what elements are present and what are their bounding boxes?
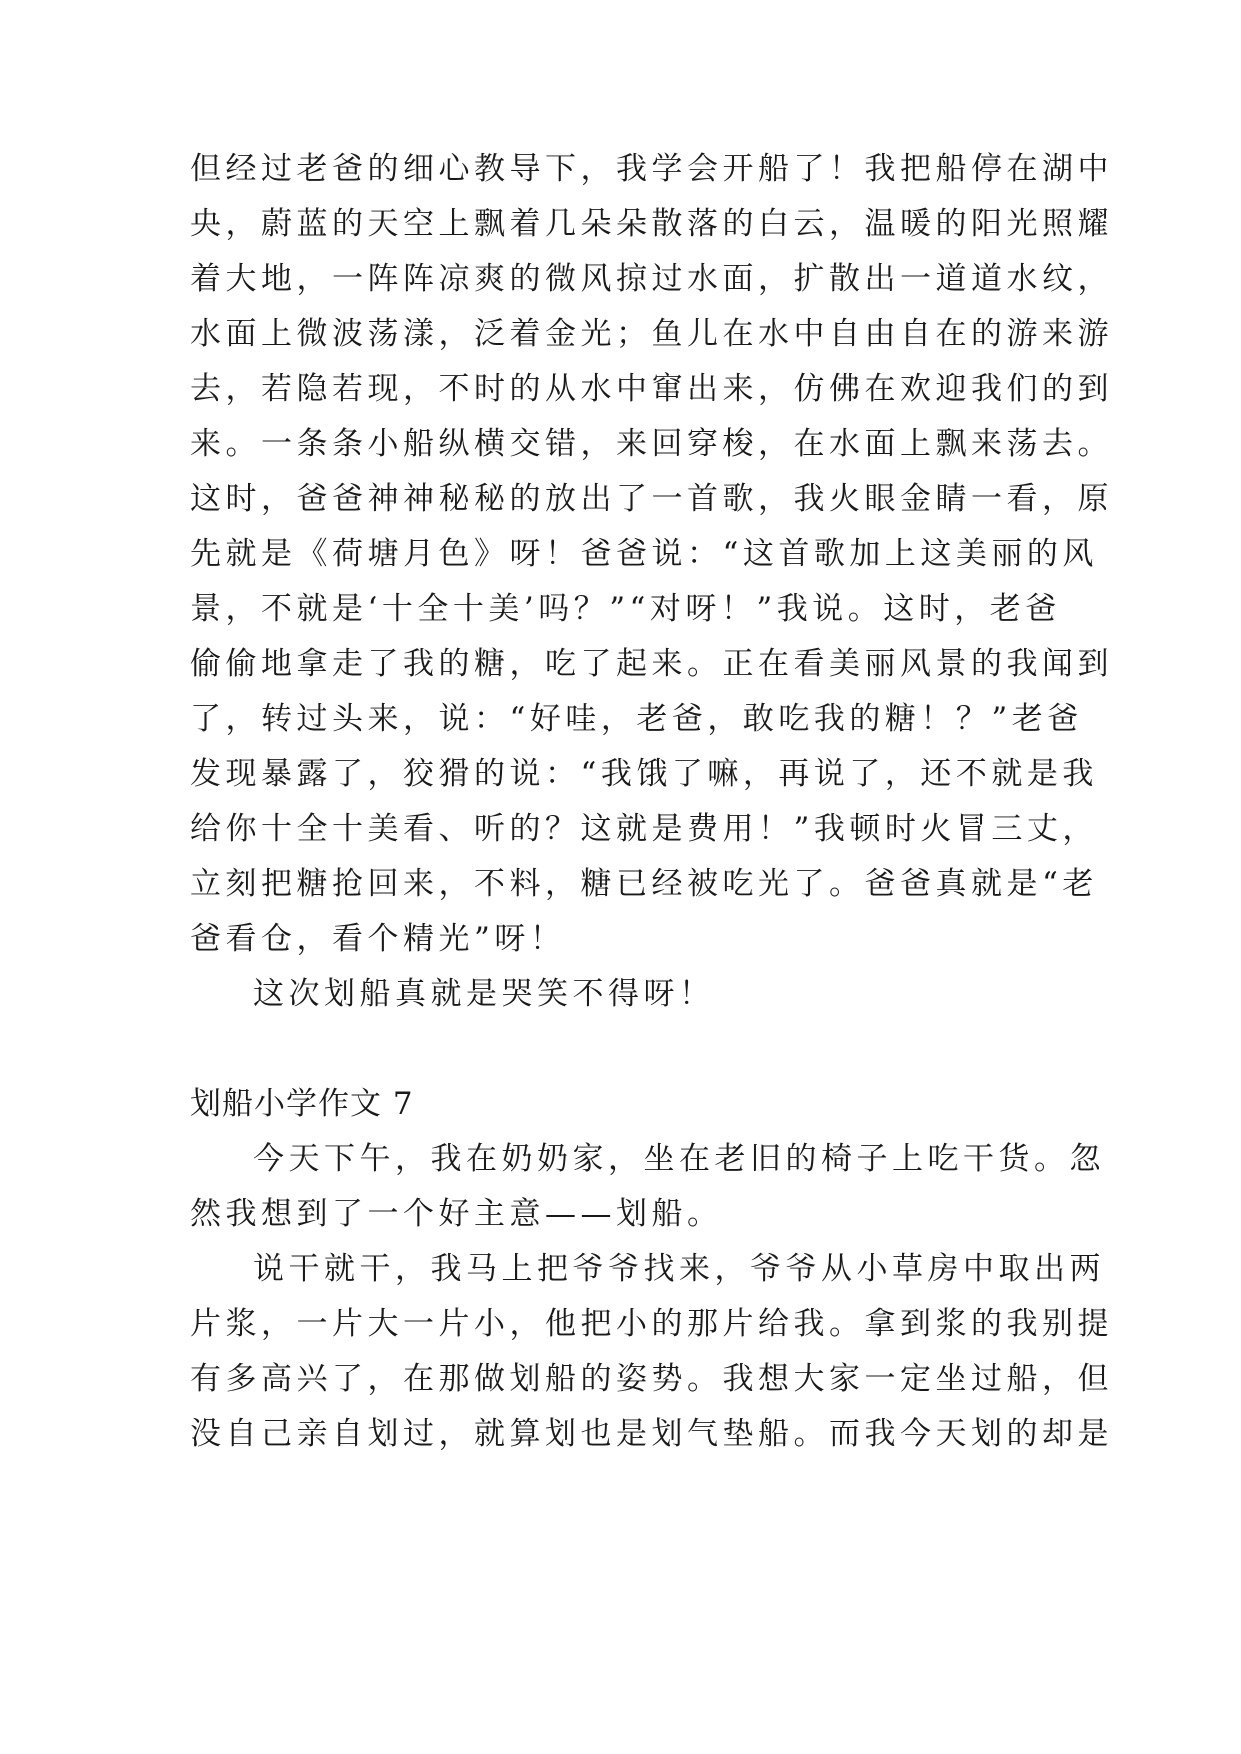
paragraph-line: 来。一条条小船纵横交错，来回穿梭，在水面上飘来荡去。 [190,426,1113,462]
paragraph-line: 偷偷地拿走了我的糖，吃了起来。正在看美丽风景的我闻到 [190,646,1113,682]
paragraph-line: 爸看仓，看个精光”呀！ [190,921,566,957]
paragraph-line: 没自己亲自划过，就算划也是划气垫船。而我今天划的却是 [190,1416,1113,1452]
paragraph-line: 但经过老爸的细心教导下，我学会开船了！我把船停在湖中 [190,151,1113,187]
section-title: 划船小学作文 7 [190,1086,414,1122]
paragraph-line: 有多高兴了，在那做划船的姿势。我想大家一定坐过船，但 [190,1361,1113,1397]
paragraph-line: 水面上微波荡漾，泛着金光；鱼儿在水中自由自在的游来游 [190,316,1113,352]
paragraph-line: 发现暴露了，狡猾的说：“我饿了嘛，再说了，还不就是我 [190,756,1098,792]
paragraph-line: 立刻把糖抢回来，不料，糖已经被吃光了。爸爸真就是“老 [190,866,1098,902]
paragraph-line: 今天下午，我在奶奶家，坐在老旧的椅子上吃干货。忽 [253,1141,1105,1177]
paragraph-line: 了，转过头来，说：“好哇，老爸，敢吃我的糖！？”老爸 [190,701,1083,737]
paragraph-line: 景，不就是‘十全十美’吗？”“对呀！”我说。这时，老爸 [190,591,1061,627]
paragraph-line: 给你十全十美看、听的？这就是费用！”我顿时火冒三丈， [190,811,1098,847]
paragraph-line: 这时，爸爸神神秘秘的放出了一首歌，我火眼金睛一看，原 [190,481,1113,517]
paragraph-line: 片浆，一片大一片小，他把小的那片给我。拿到浆的我别提 [190,1306,1113,1342]
paragraph-line: 然我想到了一个好主意——划船。 [190,1196,723,1232]
paragraph-line: 先就是《荷塘月色》呀！爸爸说：“这首歌加上这美丽的风 [190,536,1098,572]
paragraph-line: 央，蔚蓝的天空上飘着几朵朵散落的白云，温暖的阳光照耀 [190,206,1113,242]
closing-sentence: 这次划船真就是哭笑不得呀！ [253,976,715,1012]
paragraph-line: 着大地，一阵阵凉爽的微风掠过水面，扩散出一道道水纹， [190,261,1113,297]
paragraph-line: 去，若隐若现，不时的从水中窜出来，仿佛在欢迎我们的到 [190,371,1113,407]
paragraph-line: 说干就干，我马上把爷爷找来，爷爷从小草房中取出两 [253,1251,1105,1287]
